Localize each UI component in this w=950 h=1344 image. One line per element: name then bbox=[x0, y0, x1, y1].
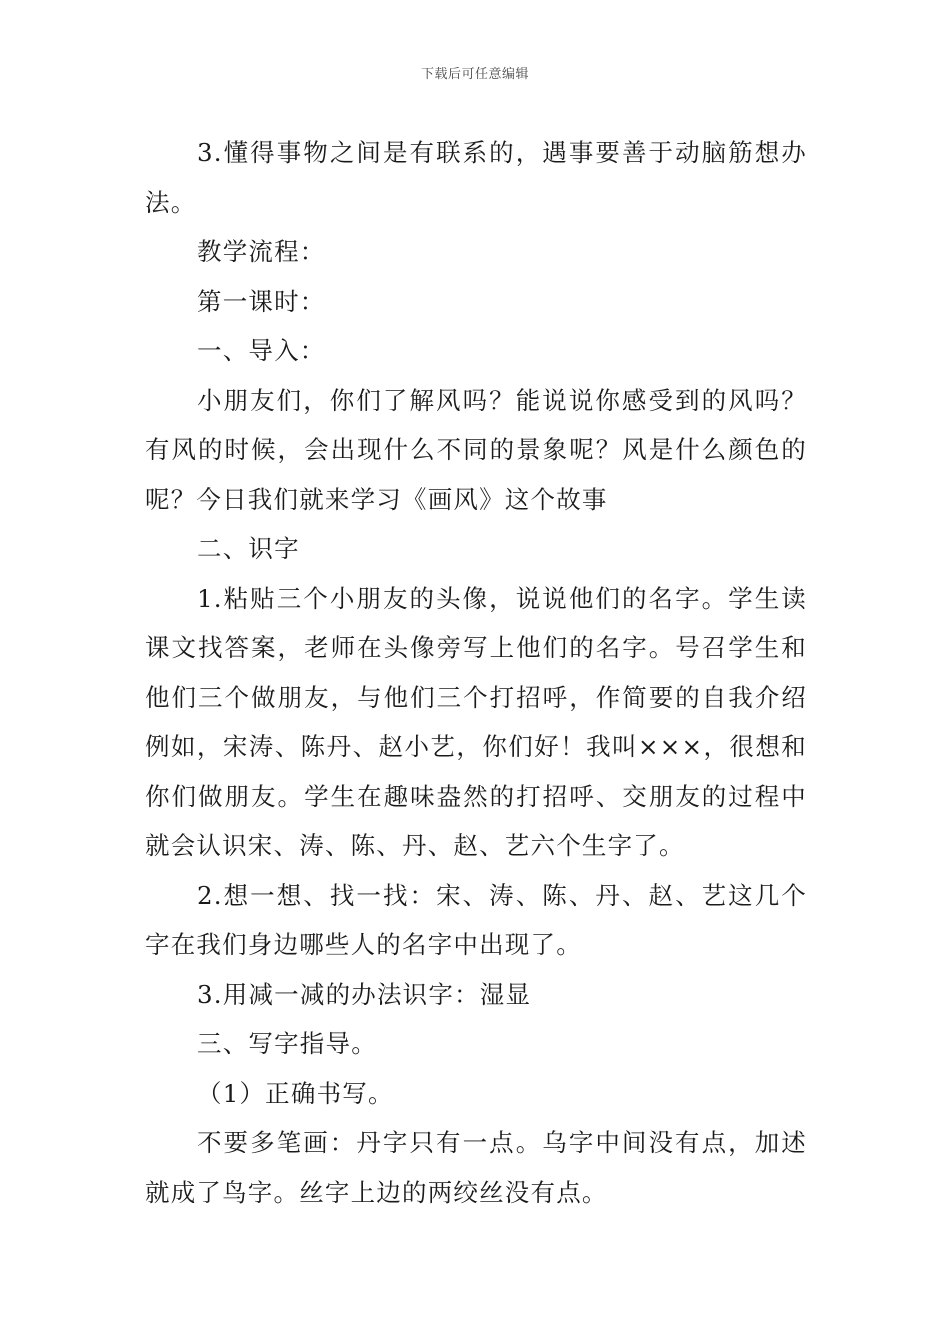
section-heading-introduction: 一、导入： bbox=[197, 336, 326, 365]
section-heading-literacy: 二、识字 bbox=[197, 534, 300, 563]
paragraph-literacy-2: 2.想一想、找一找：宋、涛、陈、丹、赵、艺这几个字在我们身边哪些人的名字中出现了。 bbox=[145, 880, 807, 959]
document-body bbox=[145, 128, 807, 1217]
section-heading-writing: 三、写字指导。 bbox=[197, 1029, 377, 1058]
paragraph-writing-1: （1）正确书写。 bbox=[197, 1078, 394, 1108]
paragraph-literacy-1: 1.粘贴三个小朋友的头像，说说他们的名字。学生读课文找答案，老师在头像旁写上他们的名字。号召学生和他们三个做朋友，与他们三个打招呼，作简要的自我介绍例如，宋涛、陈丹、赵小艺，你们好！我叫×××，很想和你们做朋友。学生在趣味盎然的打招呼、交朋友的过程中就会认识宋、涛、陈、丹、赵、艺六个生字了。 bbox=[145, 583, 807, 860]
paragraph-objective-3: 3.懂得事物之间是有联系的，遇事要善于动脑筋想办法。 bbox=[145, 138, 807, 217]
paragraph-first-lesson: 第一课时： bbox=[197, 286, 326, 316]
paragraph-introduction: 小朋友们，你们了解风吗？能说说你感受到的风吗？有风的时候，会出现什么不同的景象呢？风是什么颜色的呢？今日我们就来学习《画风》这个故事 bbox=[145, 385, 807, 514]
page-header: 下载后可任意编辑 bbox=[420, 67, 529, 82]
paragraph-literacy-3: 3.用减一减的办法识字：湿显 bbox=[197, 979, 532, 1009]
paragraph-writing-rules: 不要多笔画：丹字只有一点。乌字中间没有点，加述就成了鸟字。丝字上边的两绞丝没有点。 bbox=[145, 1128, 807, 1207]
paragraph-teaching-process: 教学流程： bbox=[197, 237, 326, 266]
